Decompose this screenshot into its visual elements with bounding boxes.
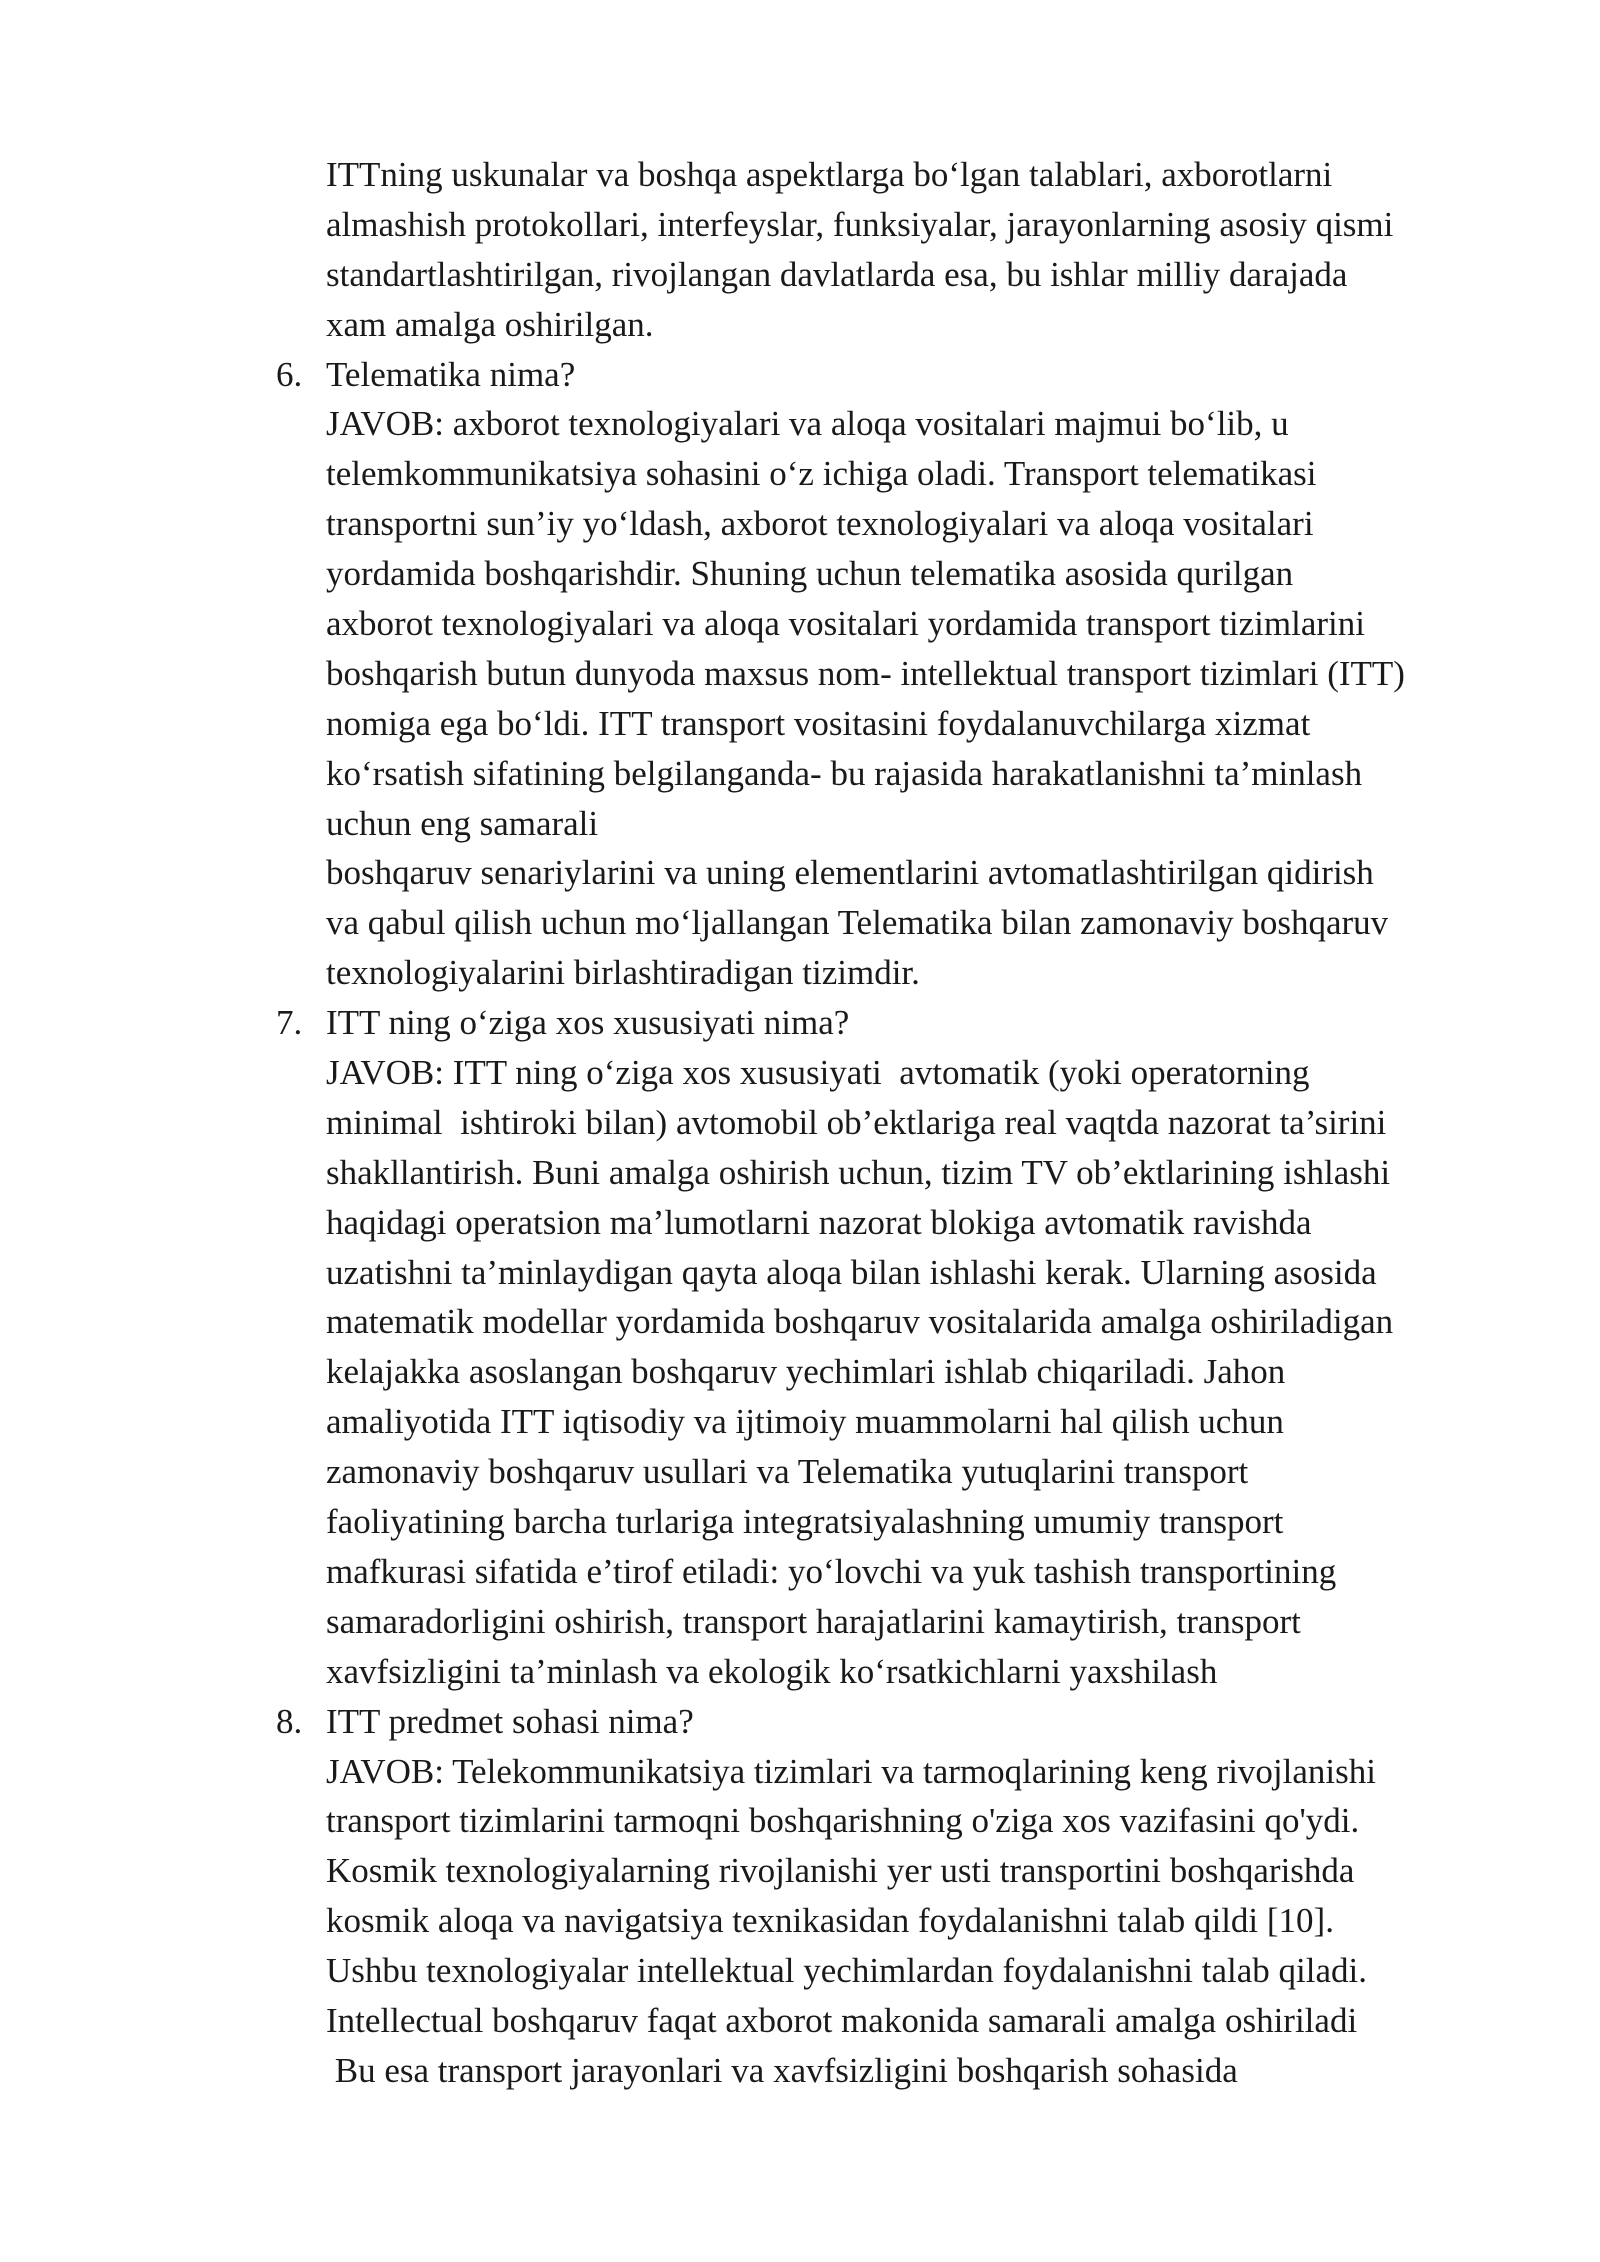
question-text: ITT ning o‘ziga xos xususiyati nima? <box>326 1003 850 1043</box>
text-line: xam amalga oshirilgan. <box>326 304 654 344</box>
answer-line: faoliyatining barcha turlariga integratsiyalashning umumiy transport <box>326 1502 1284 1542</box>
answer-line: transport tizimlarini tarmoqni boshqarishning o'ziga xos vazifasini qo'ydi. <box>326 1801 1360 1841</box>
answer-line: axborot texnologiyalari va aloqa vositalari yordamida transport tizimlarini <box>326 604 1365 644</box>
answer-line: transportni sun’iy yo‘ldash, axborot texnologiyalari va aloqa vositalari <box>326 504 1314 544</box>
answer-line: Kosmik texnologiyalarning rivojlanishi yer usti transportini boshqarishda <box>326 1851 1355 1891</box>
answer-line: JAVOB: ITT ning o‘ziga xos xususiyati avtomatik (yoki operatorning <box>326 1053 1310 1093</box>
answer-line: ko‘rsatish sifatining belgilanganda- bu rajasida harakatlanishni ta’minlash <box>326 753 1363 793</box>
answer-line: kelajakka asoslangan boshqaruv yechimlari ishlab chiqariladi. Jahon <box>326 1352 1286 1392</box>
answer-line: minimal ishtiroki bilan) avtomobil ob’ektlariga real vaqtda nazorat ta’sirini <box>326 1102 1387 1142</box>
question-text: ITT predmet sohasi nima? <box>326 1701 694 1741</box>
answer-line: zamonaviy boshqaruv usullari va Telematika yutuqlarini transport <box>326 1452 1249 1492</box>
answer-line: shakllantirish. Buni amalga oshirish uchun, tizim TV ob’ektlarining ishlashi <box>326 1152 1391 1192</box>
answer-line: mafkurasi sifatida e’tirof etiladi: yo‘lovchi va yuk tashish transportining <box>326 1551 1337 1591</box>
answer-line: texnologiyalarini birlashtiradigan tizimdir. <box>326 953 920 993</box>
text-line: ITTning uskunalar va boshqa aspektlarga bo‘lgan talablari, axborotlarni <box>326 155 1333 194</box>
answer-line: uzatishni ta’minlaydigan qayta aloqa bilan ishlashi kerak. Ularning asosida <box>326 1252 1377 1292</box>
document-body <box>276 150 1516 2096</box>
question-text: Telematika nima? <box>326 354 576 394</box>
item-number: 6. <box>276 354 303 394</box>
text-line: almashish protokollari, interfeyslar, funksiyalar, jarayonlarning asosiy qismi <box>326 204 1394 244</box>
answer-line: boshqaruv senariylarini va uning elementlarini avtomatlashtirilgan qidirish <box>326 853 1374 893</box>
answer-line: Intellectual boshqaruv faqat axborot makonida samarali amalga oshiriladi <box>326 2000 1358 2040</box>
question-line <box>276 350 1516 400</box>
answer-line: xavfsizligini ta’minlash va ekologik ko‘rsatkichlarni yaxshilash <box>326 1651 1218 1691</box>
list-item-8 <box>276 1697 1516 2096</box>
answer-line: uchun eng samarali <box>326 803 599 843</box>
answer-line: JAVOB: axborot texnologiyalari va aloqa vositalari majmui bo‘lib, u <box>326 404 1289 444</box>
answer-line: boshqarish butun dunyoda maxsus nom- intellektual transport tizimlari (ITT) <box>326 653 1405 693</box>
item-number: 8. <box>276 1701 303 1741</box>
answer-line: Bu esa transport jarayonlari va xavfsizligini boshqarish sohasida <box>326 2050 1238 2090</box>
intro-paragraph <box>276 150 1516 350</box>
question-line <box>276 998 1516 1048</box>
answer-line: JAVOB: Telekommunikatsiya tizimlari va tarmoqlarining keng rivojlanishi <box>326 1751 1376 1791</box>
answer-line: kosmik aloqa va navigatsiya texnikasidan foydalanishni talab qildi [10]. <box>326 1901 1334 1941</box>
text-line: standartlashtirilgan, rivojlangan davlatlarda esa, bu ishlar milliy darajada <box>326 254 1348 294</box>
answer-line: matematik modellar yordamida boshqaruv vositalarida amalga oshiriladigan <box>326 1302 1394 1342</box>
answer-line: amaliyotida ITT iqtisodiy va ijtimoiy muammolarni hal qilish uchun <box>326 1402 1284 1442</box>
answer-line: Ushbu texnologiyalar intellektual yechimlardan foydalanishni talab qiladi. <box>326 1951 1367 1991</box>
item-number: 7. <box>276 1003 303 1043</box>
answer-line: va qabul qilish uchun mo‘ljallangan Telematika bilan zamonaviy boshqaruv <box>326 903 1389 943</box>
list-item-6 <box>276 350 1516 999</box>
answer-line: nomiga ega bo‘ldi. ITT transport vositasini foydalanuvchilarga xizmat <box>326 703 1311 743</box>
question-line <box>276 1697 1516 1747</box>
answer-line: yordamida boshqarishdir. Shuning uchun telematika asosida qurilgan <box>326 554 1294 594</box>
answer-line: haqidagi operatsion ma’lumotlarni nazorat blokiga avtomatik ravishda <box>326 1202 1312 1242</box>
answer-line: telemkommunikatsiya sohasini o‘z ichiga oladi. Transport telematikasi <box>326 454 1317 494</box>
answer-line: samaradorligini oshirish, transport harajatlarini kamaytirish, transport <box>326 1601 1301 1641</box>
list-item-7 <box>276 998 1516 1696</box>
